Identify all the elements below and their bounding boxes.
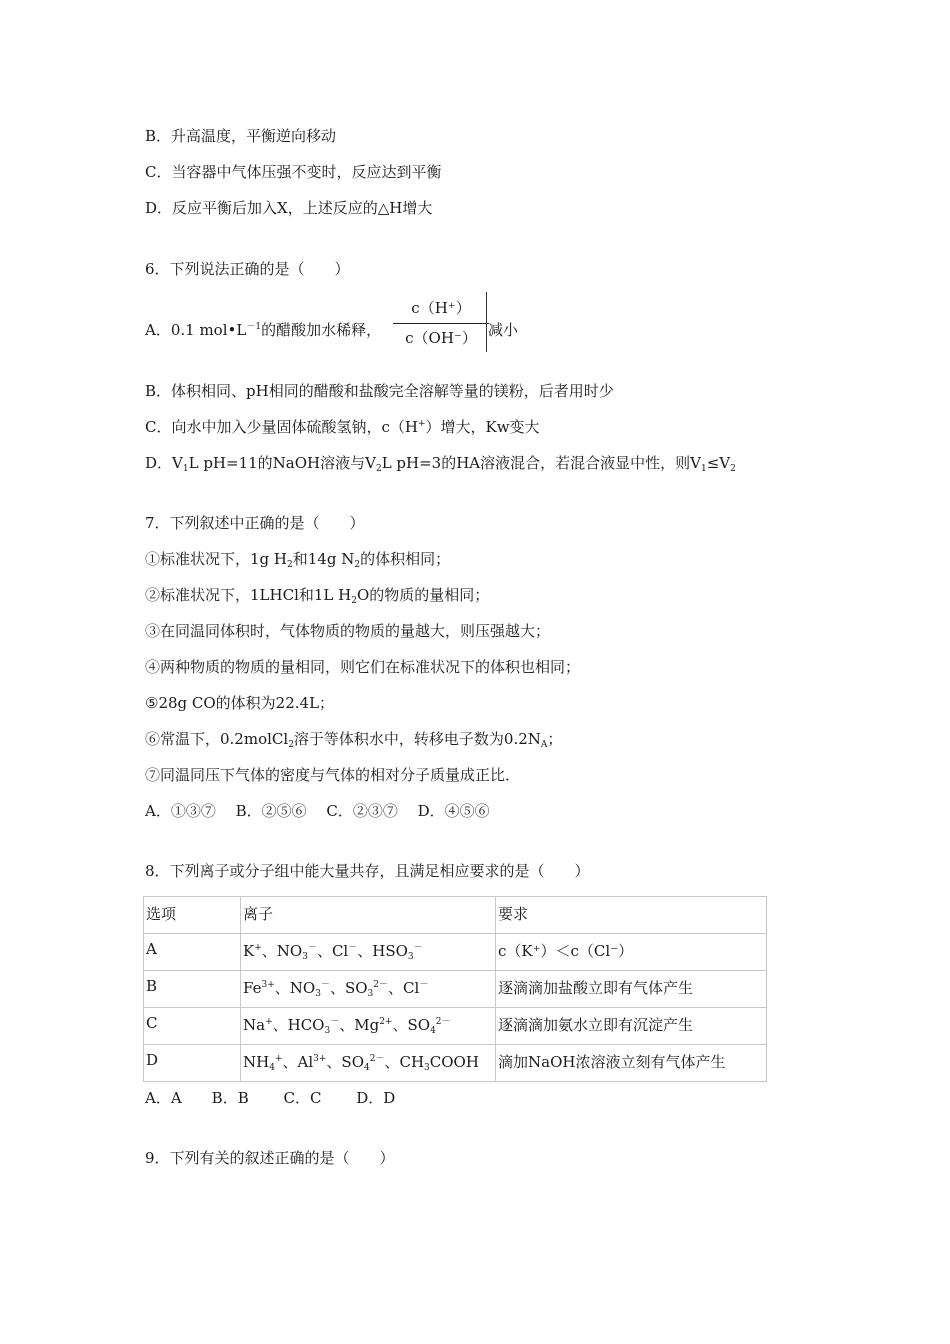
q9-stem: 9．下列有关的叙述正确的是（ ） <box>145 1149 395 1167</box>
q7-item-5: ⑤28g CO的体积为22.4L； <box>145 694 335 712</box>
row-c-requirement: 逐滴滴加氨水立即有沉淀产生 <box>496 1008 767 1045</box>
q7-item-3: ③在同温同体积时，气体物质的物质的量越大，则压强越大； <box>145 622 551 640</box>
row-b-ions: $Fe^{3+}$、$NO_3^-$、$SO_3^{2-}$、Cl－ <box>241 971 496 1008</box>
q7-item-7: ⑦同温同压下气体的密度与气体的相对分子质量成正比． <box>145 766 521 784</box>
q7-choices: A．①③⑦ B．②⑤⑥ C．②③⑦ D．④⑤⑥ <box>145 802 490 820</box>
table-header-row <box>144 897 767 934</box>
table-row <box>144 934 767 971</box>
header-ions: 离子 <box>241 897 496 934</box>
row-c-ions: Na+、$HCO_3^-$、$Mg^{2+}$、$SO_4^{2-}$ <box>241 1008 496 1045</box>
q5-option-c: C．当容器中气体压强不变时，反应达到平衡 <box>145 163 442 181</box>
q7-item-2: ②标准状况下，1LHCl和1L $H_2O$的物质的量相同； <box>145 586 490 606</box>
fraction-divider <box>486 292 487 352</box>
row-d-ions: $NH_4^+$、$Al^{3+}$、$SO_4^{2-}$、$CH_3COOH$ <box>241 1045 496 1082</box>
q6-option-c: C．向水中加入少量固体硫酸氢钠，c（H+）增大，Kw变大 <box>145 418 540 436</box>
q7-stem: 7．下列叙述中正确的是（ ） <box>145 514 365 532</box>
row-d-requirement: 滴加NaOH浓溶液立刻有气体产生 <box>496 1045 767 1082</box>
q5-option-d: D．反应平衡后加入X，上述反应的△H增大 <box>145 199 433 217</box>
q6-option-b: B．体积相同、pH相同的醋酸和盐酸完全溶解等量的镁粉，后者用时少 <box>145 382 614 400</box>
q7-item-6: ⑥常温下，0.2molCl$_2$溶于等体积水中，转移电子数为$0.2N_A$； <box>145 730 563 750</box>
q6-option-a-lead: A．0.1 $mol•L^{-1}$的醋酸加水稀释， <box>145 321 382 339</box>
fraction-numerator: c（H⁺） <box>411 299 471 317</box>
row-c-option: C <box>144 1008 241 1045</box>
row-d-option: D <box>144 1045 241 1082</box>
table-row <box>144 971 767 1008</box>
q8-choices: A．A B．B C．C D．D <box>145 1089 396 1107</box>
header-requirement: 要求 <box>496 897 767 934</box>
row-a-requirement: c（K⁺）＜c（Cl⁻） <box>496 934 767 971</box>
q7-item-1: ①标准状况下，1g $H_2$和14g $N_2$的体积相同； <box>145 550 451 570</box>
q6-option-d: D．$V_1L$ pH=11的NaOH溶液与$V_2L$ pH=3的HA溶液混合，若混合液显中性，则$V_1\le V_2$ <box>145 454 736 474</box>
fraction-h-over-oh <box>393 292 489 352</box>
q6-stem: 6．下列说法正确的是（ ） <box>145 260 350 278</box>
row-b-requirement: 逐滴滴加盐酸立即有气体产生 <box>496 971 767 1008</box>
q5-option-b: B．升高温度，平衡逆向移动 <box>145 127 337 145</box>
row-b-option: B <box>144 971 241 1008</box>
q8-stem: 8．下列离子或分子组中能大量共存，且满足相应要求的是（ ） <box>145 862 590 880</box>
q7-item-4: ④两种物质的物质的量相同，则它们在标准状况下的体积也相同； <box>145 658 581 676</box>
header-option: 选项 <box>144 897 241 934</box>
table-row <box>144 1008 767 1045</box>
q8-options-table <box>143 896 767 1082</box>
fraction-denominator: c（OH⁻） <box>405 329 477 347</box>
row-a-ions: K+、$NO_3^-$、Cl－、$HSO_3^-$ <box>241 934 496 971</box>
row-a-option: A <box>144 934 241 971</box>
fraction-bar <box>393 323 489 324</box>
q6-option-a-tail: 减小 <box>488 321 519 339</box>
table-row <box>144 1045 767 1082</box>
